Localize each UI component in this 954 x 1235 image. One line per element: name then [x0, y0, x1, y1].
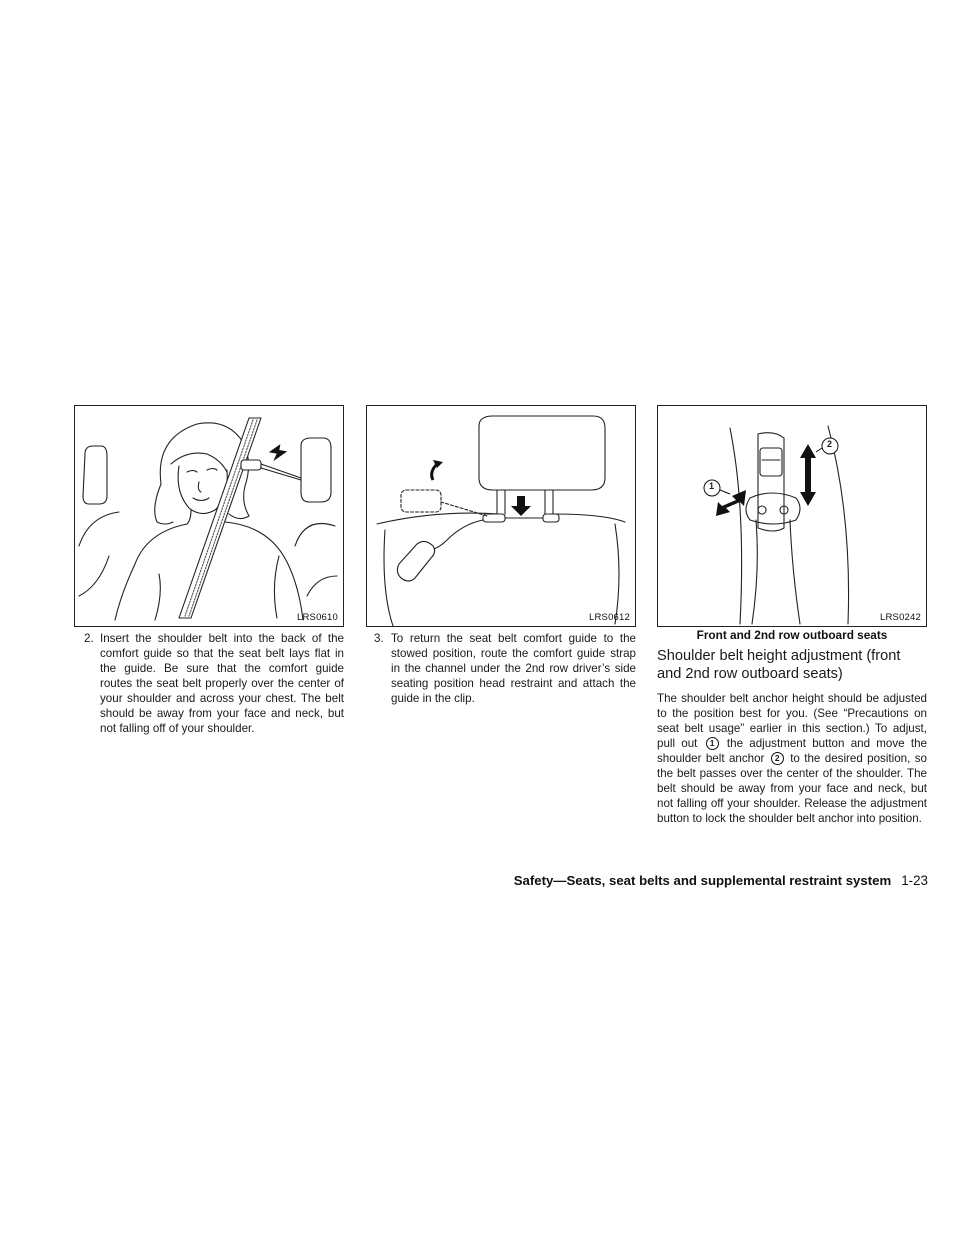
figure-caption: Front and 2nd row outboard seats	[696, 628, 888, 642]
paragraph-text-2: the adjustment button and move the shoulder belt anchor	[657, 737, 927, 765]
step-number: 2.	[84, 632, 94, 645]
step-2	[74, 631, 344, 736]
figure-belt-anchor	[657, 405, 927, 627]
footer-section-title: Safety—Seats, seat belts and supplemental restraint system	[513, 873, 892, 888]
footer-page-number: 1-23	[901, 873, 928, 888]
step-3	[366, 631, 636, 706]
figure-code: LRS0242	[879, 612, 921, 623]
figure-comfort-guide-belt	[74, 405, 344, 627]
section-paragraph	[657, 691, 927, 826]
paragraph-text-3: to the desired position, so the belt passes over the center of the shoulder. The belt should be away from your face and neck, but not falling off your shoulder. Release the adjustment button to lock the shoulder belt anchor into position.	[657, 752, 927, 825]
illustration-woman-seat-belt	[75, 406, 343, 626]
paragraph-text-1: The shoulder belt anchor height should be adjusted to the position best for you. (See “Precautions on seat belt usage” earlier in this section.) To adjust, pull out	[657, 692, 927, 750]
callout-marker-2: 2	[771, 752, 784, 765]
illustration-anchor-adjuster	[658, 406, 926, 626]
callout-marker-1: 1	[706, 737, 719, 750]
section-heading: Shoulder belt height adjustment (front and 2nd row outboard seats)	[657, 648, 901, 682]
illustration-head-restraint-stowed	[367, 406, 635, 626]
figure-code: LRS0610	[296, 612, 338, 623]
callout-1: 1	[709, 481, 715, 491]
step-text: To return the seat belt comfort guide to the stowed position, route the comfort guide strap in the channel under the 2nd row driver’s side seating position head restraint and attach the guide in the clip.	[391, 632, 636, 705]
step-number: 3.	[374, 632, 384, 645]
figure-code: LRS0612	[588, 612, 630, 623]
figure-stowed-guide	[366, 405, 636, 627]
step-text: Insert the shoulder belt into the back of the comfort guide so that the seat belt lays flat in the guide. Be sure that the comfort guide routes the seat belt properly over the center of your shoulder and across your chest. The belt should be away from your face and neck, but not falling off of your shoulder.	[100, 632, 344, 735]
callout-2: 2	[827, 439, 833, 449]
